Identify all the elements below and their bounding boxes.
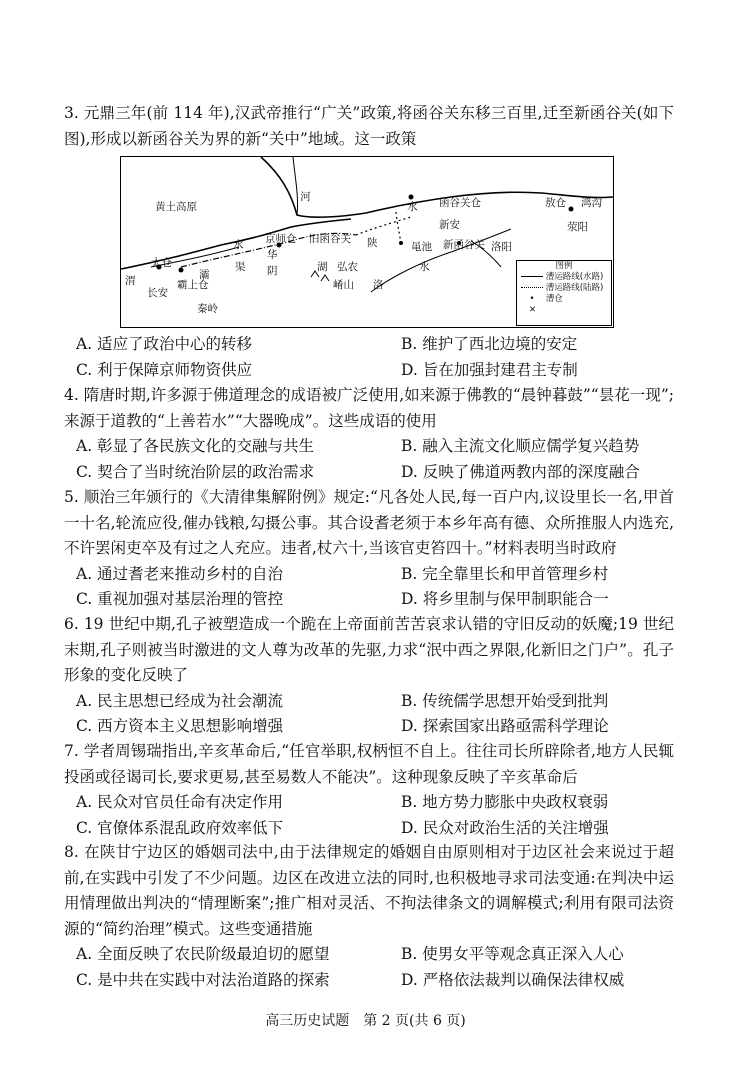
question-6-stem: 6. 19 世纪中期,孔子被塑造成一个跪在上帝面前苦苦哀求认错的守旧反动的妖魔;19 世纪末期,孔子则被当时激进的文人尊为改革的先驱,力求“泯中西之界限,化新旧之门户”。孔子形象的变化反映了 (64, 615, 674, 684)
question-5-stem: 5. 顺治三年颁行的《大清律集解附例》规定:“凡各处人民,每一百户内,议设里长一名,甲首一十名,轮流应役,催办钱粮,勾摄公事。其合设耆老须于本乡年高有德、众所推服人内选充,不许罢闲吏卒及有过之人充应。违者,杖六十,当该官吏笞四十。”材料表明当时政府 (64, 488, 674, 557)
question-8-stem: 8. 在陕甘宁边区的婚姻司法中,由于法律规定的婚姻自由原则相对于边区社会来说过于超前,在实践中引发了不少问题。边区在改进立法的同时,也积极地寻求司法变通:在判决中运用情理做出判决的“情理断案”;推广相对灵活、不拘法律条文的调解模式;利用有限司法资源的“简约治理”模式。这些变通措施 (64, 843, 674, 938)
map-label-taicang: 太仓 (151, 257, 172, 269)
question-8 (64, 840, 674, 993)
pass-icon: ✕ (529, 305, 537, 315)
q8-option-a[interactable]: A. 全面反映了农民阶级最迫切的愿望 (76, 945, 330, 963)
map-label-hu: 湖 (317, 261, 328, 273)
map-label-jingshicang: 京师仓 (265, 233, 297, 245)
map-label-hua: 华 (267, 249, 278, 261)
question-5 (64, 485, 674, 613)
map-label-mianchi: 黾池 (411, 241, 432, 253)
map-label-aocang: 敖仓 (545, 197, 566, 209)
question-7 (64, 739, 674, 841)
land-route-icon (521, 287, 543, 288)
map-label-he: 河 (299, 191, 311, 202)
question-3-stem: 3. 元鼎三年(前 114 年),汉武帝推行“广关”政策,将函谷关东移三百里,迁至新函谷关(如下图),形成以新函谷关为界的新“关中”地域。这一政策 (64, 104, 674, 148)
q3-option-d[interactable]: D. 旨在加强封建君主专制 (401, 360, 578, 379)
map-label-luoyang: 洛阳 (491, 241, 512, 253)
map-label-shui2: 水 (233, 239, 244, 251)
q6-option-b[interactable]: B. 传统儒学思想开始受到批判 (401, 691, 609, 710)
land-route (356, 217, 411, 235)
question-4-stem: 4. 隋唐时期,许多源于佛道理念的成语被广泛使用,如来源于佛教的“晨钟暮鼓”“昙花一现”;来源于道教的“上善若水”“大器晚成”。这些成语的使用 (64, 386, 674, 430)
q5-option-c[interactable]: C. 重视加强对基层治理的管控 (76, 590, 284, 608)
map-label-jiuhanguguan: 旧函谷关 (309, 233, 351, 245)
question-6 (64, 612, 674, 740)
q4-option-d[interactable]: D. 反映了佛道两教内部的深度融合 (401, 462, 640, 481)
map-label-xinhanguguan: 新函谷关 (443, 239, 485, 251)
legend-water: 漕运路线(水路) (517, 272, 611, 283)
map-label-hanguguan-cang: 函谷关仓 (439, 197, 481, 209)
map-label-qu: 渠 (235, 261, 246, 273)
map-label-luo: 洛 (373, 279, 384, 291)
map-label-changan: 长安 (147, 287, 168, 299)
question-3-options (64, 332, 674, 383)
map-label-shui3: 水 (419, 261, 430, 273)
legend-title: 图例 (555, 261, 573, 271)
map-label-ba: 灞 (199, 269, 210, 281)
q6-option-a[interactable]: A. 民主思想已经成为社会潮流 (76, 691, 284, 710)
map-label-yaoshan: 崤山 (333, 279, 354, 291)
q8-option-c[interactable]: C. 是中共在实践中对法治道路的探索 (76, 970, 330, 989)
q3-option-c[interactable]: C. 利于保障京师物资供应 (76, 360, 253, 379)
question-7-stem: 7. 学者周锡瑞指出,辛亥革命后,“任官举职,权柄恒不自上。往往司长所辟除者,地方人民辄投函或径谒司长,要求更易,甚至易数人不能决”。这种现象反映了辛亥革命后 (64, 742, 674, 786)
map-label-bashangcang: 霸上仓 (177, 279, 209, 291)
q7-option-c[interactable]: C. 官僚体系混乱政府效率低下 (76, 818, 284, 837)
q7-option-a[interactable]: A. 民众对官员任命有决定作用 (76, 793, 284, 811)
q8-option-b[interactable]: B. 使男女平等观念真正深入人心 (401, 945, 624, 963)
q4-option-c[interactable]: C. 契合了当时统治阶层的政治需求 (76, 462, 315, 481)
question-3 (64, 101, 674, 152)
grain-transport-map (120, 156, 614, 328)
legend-granary: • 漕仓 (517, 294, 611, 305)
q6-option-d[interactable]: D. 探索国家出路亟需科学理论 (401, 717, 609, 735)
q3-option-a[interactable]: A. 适应了政治中心的转移 (76, 335, 253, 353)
map-label-shan: 陕 (367, 237, 378, 249)
map-label-qinling: 秦岭 (197, 303, 218, 315)
map-label-xinan: 新安 (439, 219, 460, 231)
q7-option-d[interactable]: D. 民众对政治生活的关注增强 (401, 818, 609, 837)
river-luo (371, 229, 511, 292)
granary-icon: • (529, 294, 535, 304)
map-label-honggou: 鸿沟 (581, 197, 602, 209)
map-label-loess: 黄土高原 (155, 201, 197, 213)
q8-option-d[interactable]: D. 严格依法裁判以确保法律权威 (401, 970, 625, 989)
map-legend (516, 260, 612, 326)
q5-option-b[interactable]: B. 完全靠里长和甲首管理乡村 (401, 564, 609, 583)
q3-option-b[interactable]: B. 维护了西北边境的安定 (401, 335, 578, 353)
q4-option-b[interactable]: B. 融入主流文化顺应儒学复兴趋势 (401, 437, 640, 455)
water-route-icon (521, 276, 543, 277)
page-footer: 高三历史试题 第 2 页(共 6 页) (265, 1013, 466, 1029)
question-4 (64, 383, 674, 485)
map-label-xingyang: 荥阳 (567, 221, 588, 233)
legend-land: 漕运路线(陆路) (517, 283, 611, 294)
q7-option-b[interactable]: B. 地方势力膨胀中央政权衰弱 (401, 793, 609, 811)
map-label-wei: 渭 (125, 275, 136, 287)
q5-option-d[interactable]: D. 将乡里制与保甲制职能合一 (401, 590, 609, 608)
map-label-hongnong: 弘农 (337, 261, 358, 273)
q5-option-a[interactable]: A. 通过耆老来推动乡村的自治 (76, 564, 284, 583)
q6-option-c[interactable]: C. 西方资本主义思想影响增强 (76, 717, 284, 735)
map-label-shui1: 水 (407, 201, 418, 213)
map-label-huayin: 阴 (267, 265, 278, 277)
q4-option-a[interactable]: A. 彰显了各民族文化的交融与共生 (76, 437, 315, 455)
